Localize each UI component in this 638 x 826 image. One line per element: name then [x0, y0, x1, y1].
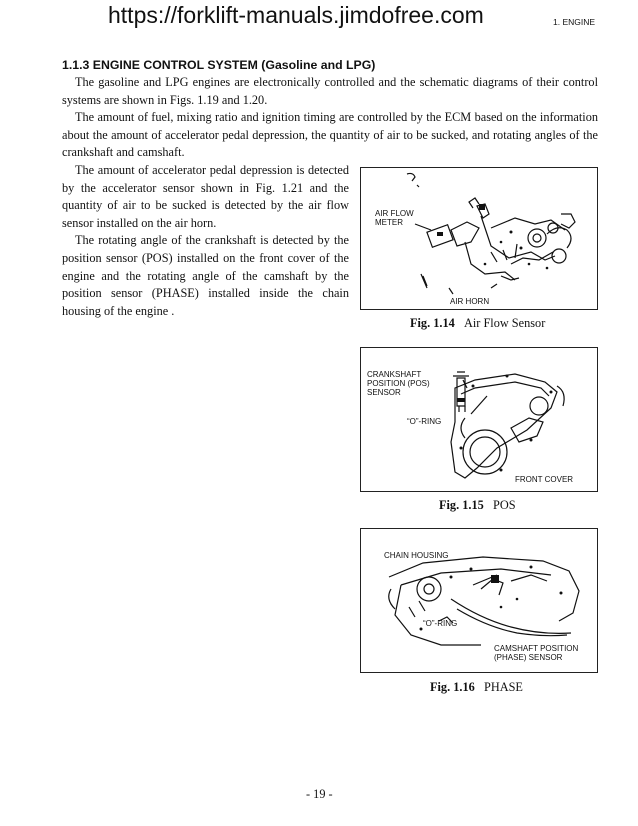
- source-url: https://forklift-manuals.jimdofree.com: [108, 2, 484, 28]
- figure-number: Fig. 1.15: [439, 498, 484, 512]
- o-ring-label: “O”-RING: [423, 619, 458, 628]
- page-number: - 19 -: [306, 787, 333, 801]
- paragraph-accelerator-sensor: The amount of accelerator pedal depression is detected by the accelerator sensor shown in Fig. 1.21 and the quantity of air to be sucked is detected by the air flow sensor installed on the air horn.: [62, 163, 349, 230]
- air-flow-sensor-illustration: [361, 168, 597, 309]
- figure-title: POS: [492, 498, 516, 512]
- air-horn-label: AIR HORN: [450, 297, 490, 306]
- front-cover-label: FRONT COVER: [515, 475, 574, 484]
- paragraph-position-sensors: The rotating angle of the crankshaft is detected by the position sensor (POS) installed on the front cover of the engine and the rotating angle of the camshaft by the position sensor (PHASE) installed inside the chain housing of the engine .: [62, 233, 349, 318]
- camshaft-position-sensor-label: CAMSHAFT POSITION (PHASE) SENSOR: [494, 644, 579, 662]
- caption-fig-1-14: [410, 316, 545, 331]
- figure-number: Fig. 1.14: [410, 316, 455, 330]
- crankshaft-position-sensor-label: CRANKSHAFT POSITION (POS) SENSOR: [367, 370, 430, 397]
- figure-title: Air Flow Sensor: [463, 316, 546, 330]
- paragraph-intro: The gasoline and LPG engines are electronically controlled and the schematic diagrams of their control systems are shown in Figs. 1.19 and 1.20.: [62, 75, 598, 107]
- figure-title: PHASE: [483, 680, 523, 694]
- figure-number: Fig. 1.16: [430, 680, 475, 694]
- paragraph-ecm-control: The amount of fuel, mixing ratio and ignition timing are controlled by the ECM based on the information about the amount of accelerator pedal depression, the quantity of air to be sucked, and rotating angles of the crankshaft and camshaft.: [62, 110, 598, 160]
- caption-fig-1-15: [439, 498, 516, 513]
- caption-fig-1-16: [430, 680, 523, 695]
- air-flow-meter-label: AIR FLOW METER: [375, 209, 414, 227]
- sensor-text-column: [62, 162, 349, 320]
- chapter-header: 1. ENGINE: [553, 17, 596, 27]
- figure-phase-sensor: [360, 528, 598, 673]
- figure-air-flow-sensor: [360, 167, 598, 310]
- chain-housing-label: CHAIN HOUSING: [384, 551, 449, 560]
- figure-pos-sensor: [360, 347, 598, 492]
- section-heading: 1.1.3 ENGINE CONTROL SYSTEM (Gasoline and LPG): [62, 58, 376, 72]
- o-ring-label: “O”-RING: [407, 417, 442, 426]
